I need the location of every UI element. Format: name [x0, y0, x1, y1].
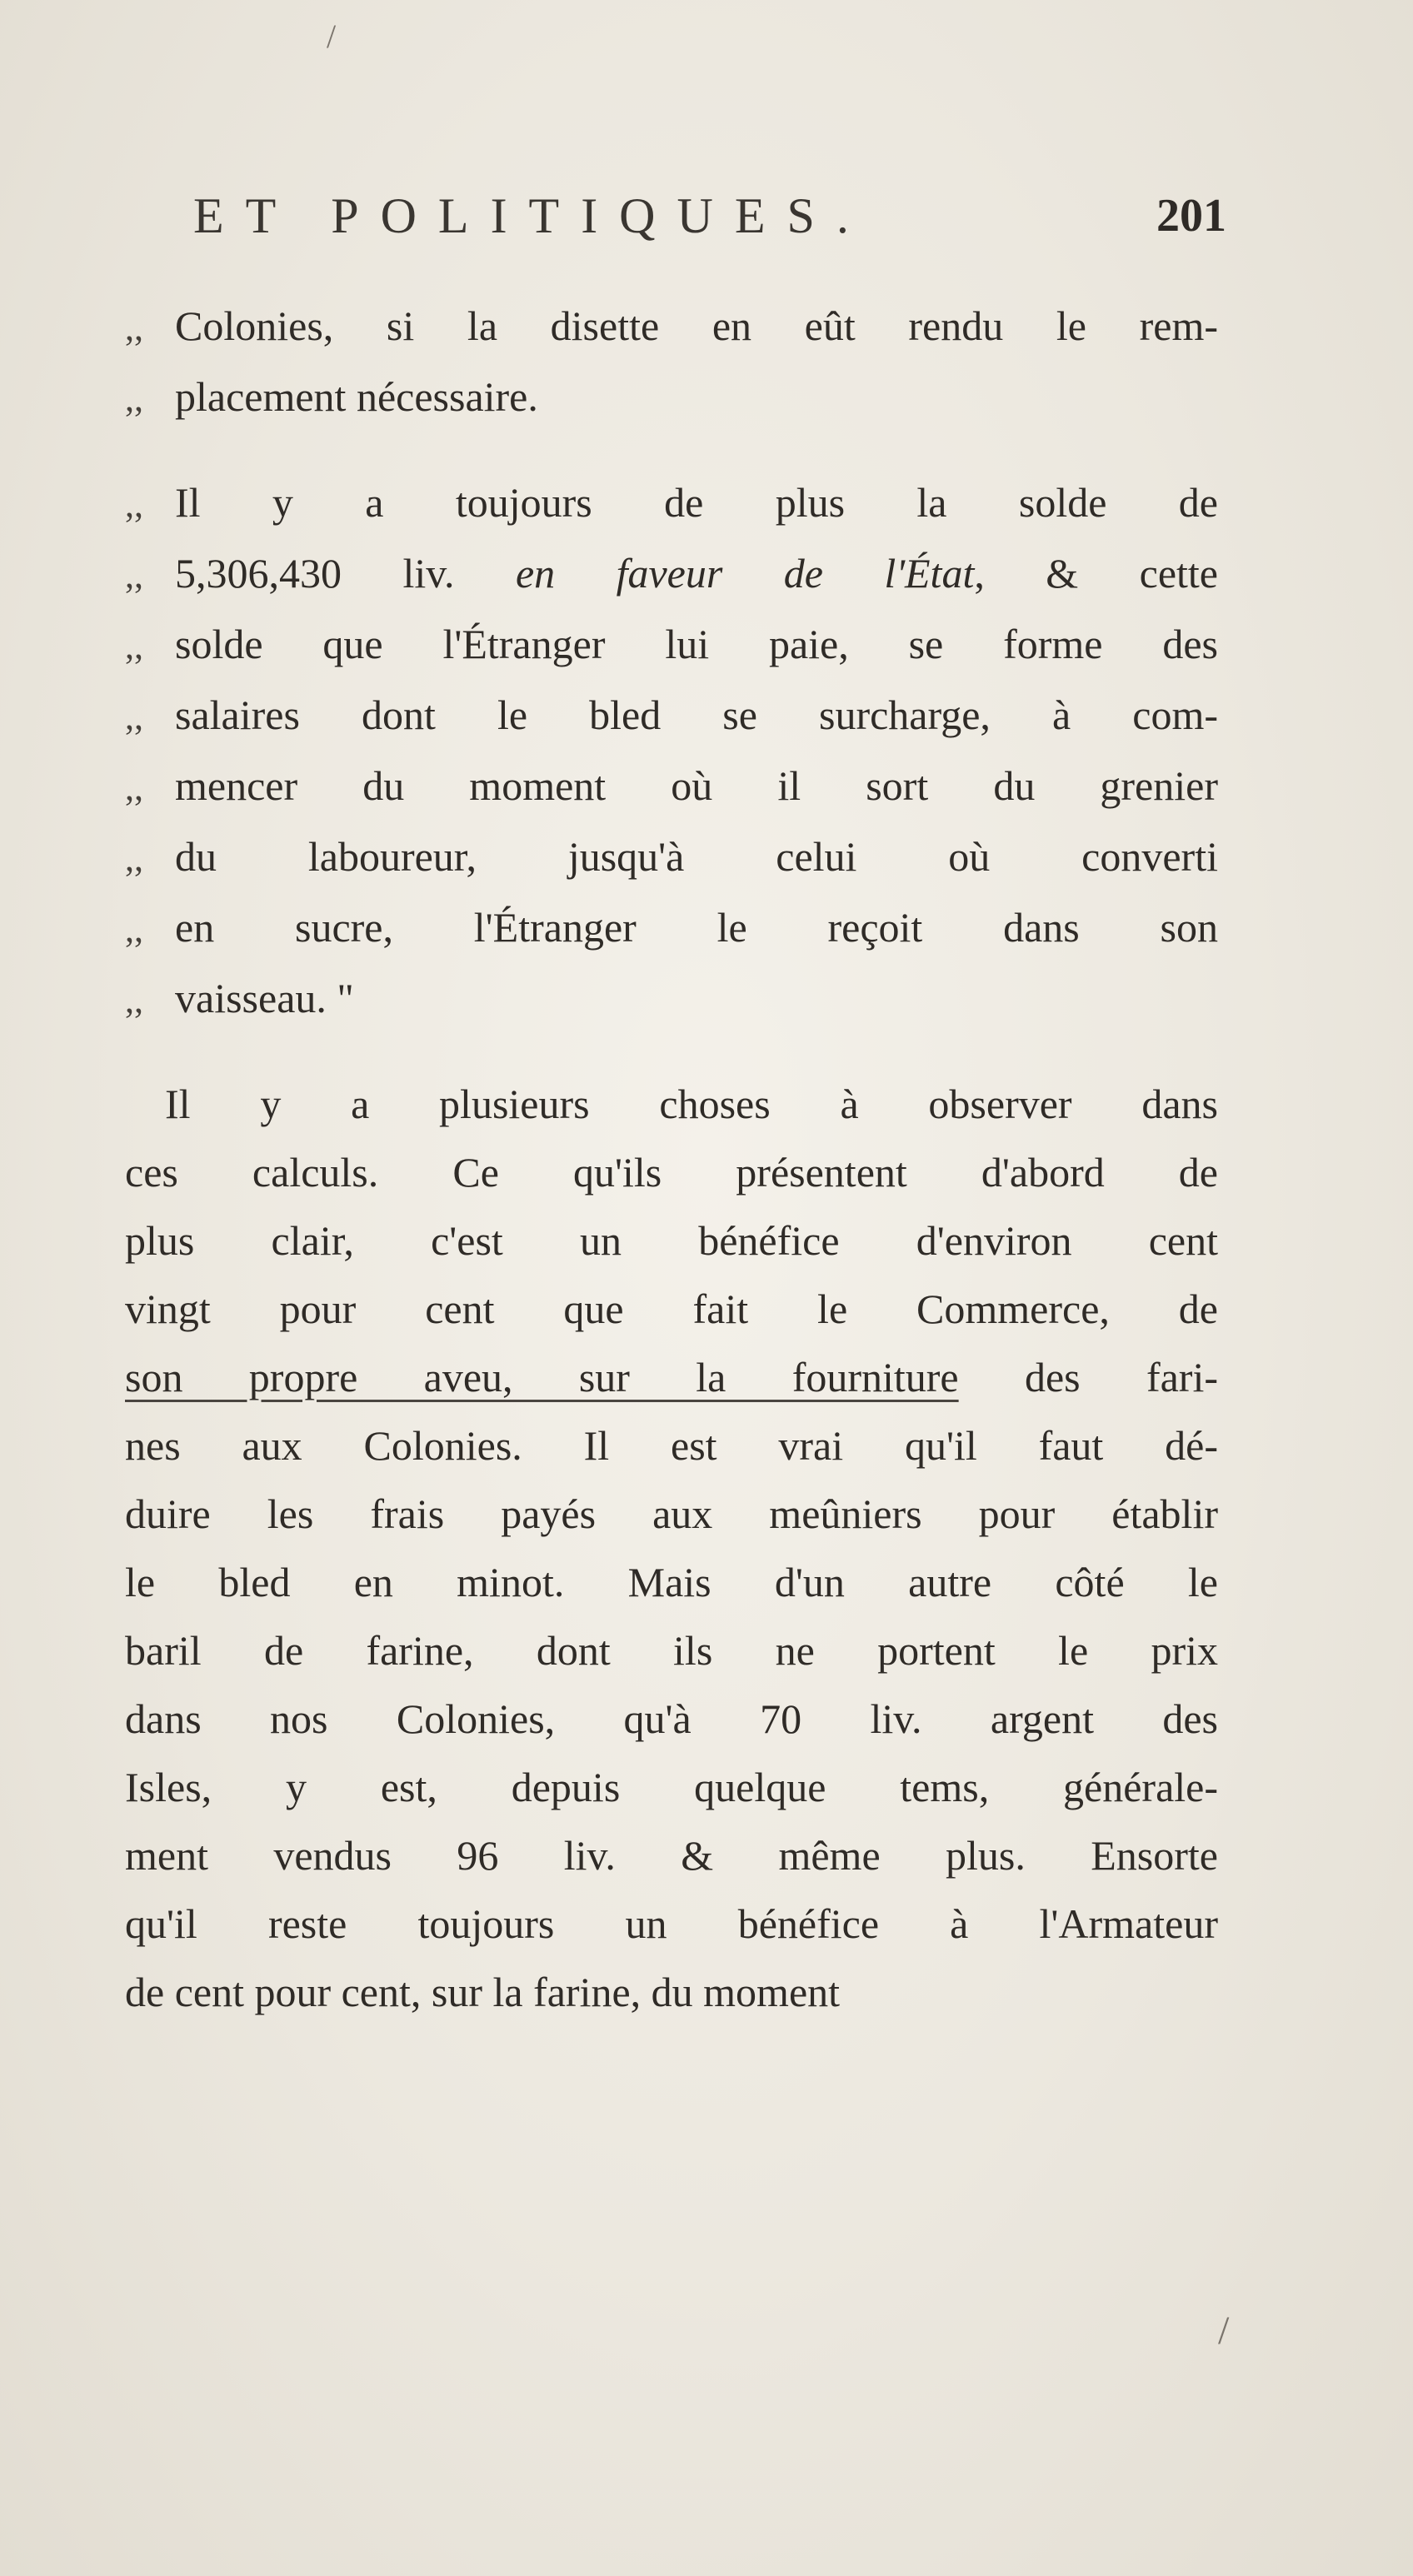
quote-line: ,, placement nécessaire.	[125, 362, 1218, 433]
quote-line: ,, mencer du moment où il sort du grenier	[125, 751, 1218, 822]
quote-line: ,, 5,306,430 liv. en faveur de l'État, & cette	[125, 539, 1218, 610]
quote-mark: ,,	[125, 555, 143, 596]
paragraph-line: ces calculs. Ce qu'ils présentent d'abord de	[125, 1149, 1218, 1196]
paragraph-line: le bled en minot. Mais d'un autre côté le	[125, 1559, 1218, 1605]
paragraph-line: plus clair, c'est un bénéfice d'environ cent	[125, 1217, 1218, 1264]
quote-line: ,, Colonies, si la disette en eût rendu le rem-	[125, 292, 1218, 362]
paragraph-line: nes aux Colonies. Il est vrai qu'il faut dé-	[125, 1422, 1218, 1469]
quote-mark: ,,	[125, 838, 143, 879]
paragraph-line: ment vendus 96 liv. & même plus. Ensorte	[125, 1832, 1218, 1879]
quote-mark: ,,	[125, 307, 143, 348]
quote-mark: ,,	[125, 767, 143, 808]
page-number: 201	[1156, 190, 1226, 242]
pencil-mark: /	[327, 17, 337, 55]
paragraph-line: son propre aveu, sur la fourniture des fari-	[125, 1354, 1218, 1400]
quoted-passage	[125, 292, 1218, 433]
paragraph-line: de cent pour cent, sur la farine, du moment	[125, 1969, 841, 2015]
body-text	[125, 292, 1218, 2026]
page-header	[193, 187, 1226, 254]
paragraph-line: qu'il reste toujours un bénéfice à l'Armateur	[125, 1900, 1218, 1947]
quote-mark: ,,	[125, 626, 143, 666]
quote-mark: ,,	[125, 980, 143, 1021]
quoted-passage	[125, 468, 1218, 1035]
paragraph-line: vingt pour cent que fait le Commerce, de	[125, 1286, 1218, 1332]
paragraph-line: dans nos Colonies, qu'à 70 liv. argent des	[125, 1695, 1218, 1742]
quote-line: ,, du laboureur, jusqu'à celui où converti	[125, 822, 1218, 893]
paragraph-line: Isles, y est, depuis quelque tems, générale-	[125, 1764, 1218, 1810]
quote-line: ,, salaires dont le bled se surcharge, à com-	[125, 681, 1218, 751]
quote-line: ,, solde que l'Étranger lui paie, se forme des	[125, 610, 1218, 681]
running-title: ET POLITIQUES.	[193, 188, 871, 243]
underlined-phrase: son propre aveu, sur la fourniture	[125, 1354, 959, 1400]
quote-line: ,, en sucre, l'Étranger le reçoit dans son	[125, 893, 1218, 964]
quote-line: ,, vaisseau. "	[125, 964, 1218, 1035]
quote-mark: ,,	[125, 378, 143, 419]
quote-mark: ,,	[125, 909, 143, 950]
quote-mark: ,,	[125, 484, 143, 525]
paragraph-line: baril de farine, dont ils ne portent le prix	[125, 1627, 1218, 1674]
paragraph-line: duire les frais payés aux meûniers pour établir	[125, 1490, 1218, 1537]
quote-mark: ,,	[125, 696, 143, 737]
paragraph-line: Il y a plusieurs choses à observer dans	[165, 1081, 1218, 1127]
italic-phrase: en faveur de l'État	[515, 550, 975, 597]
paragraph	[125, 1070, 1218, 2026]
quote-line: ,, Il y a toujours de plus la solde de	[125, 468, 1218, 539]
pencil-mark: /	[1218, 2309, 1230, 2353]
